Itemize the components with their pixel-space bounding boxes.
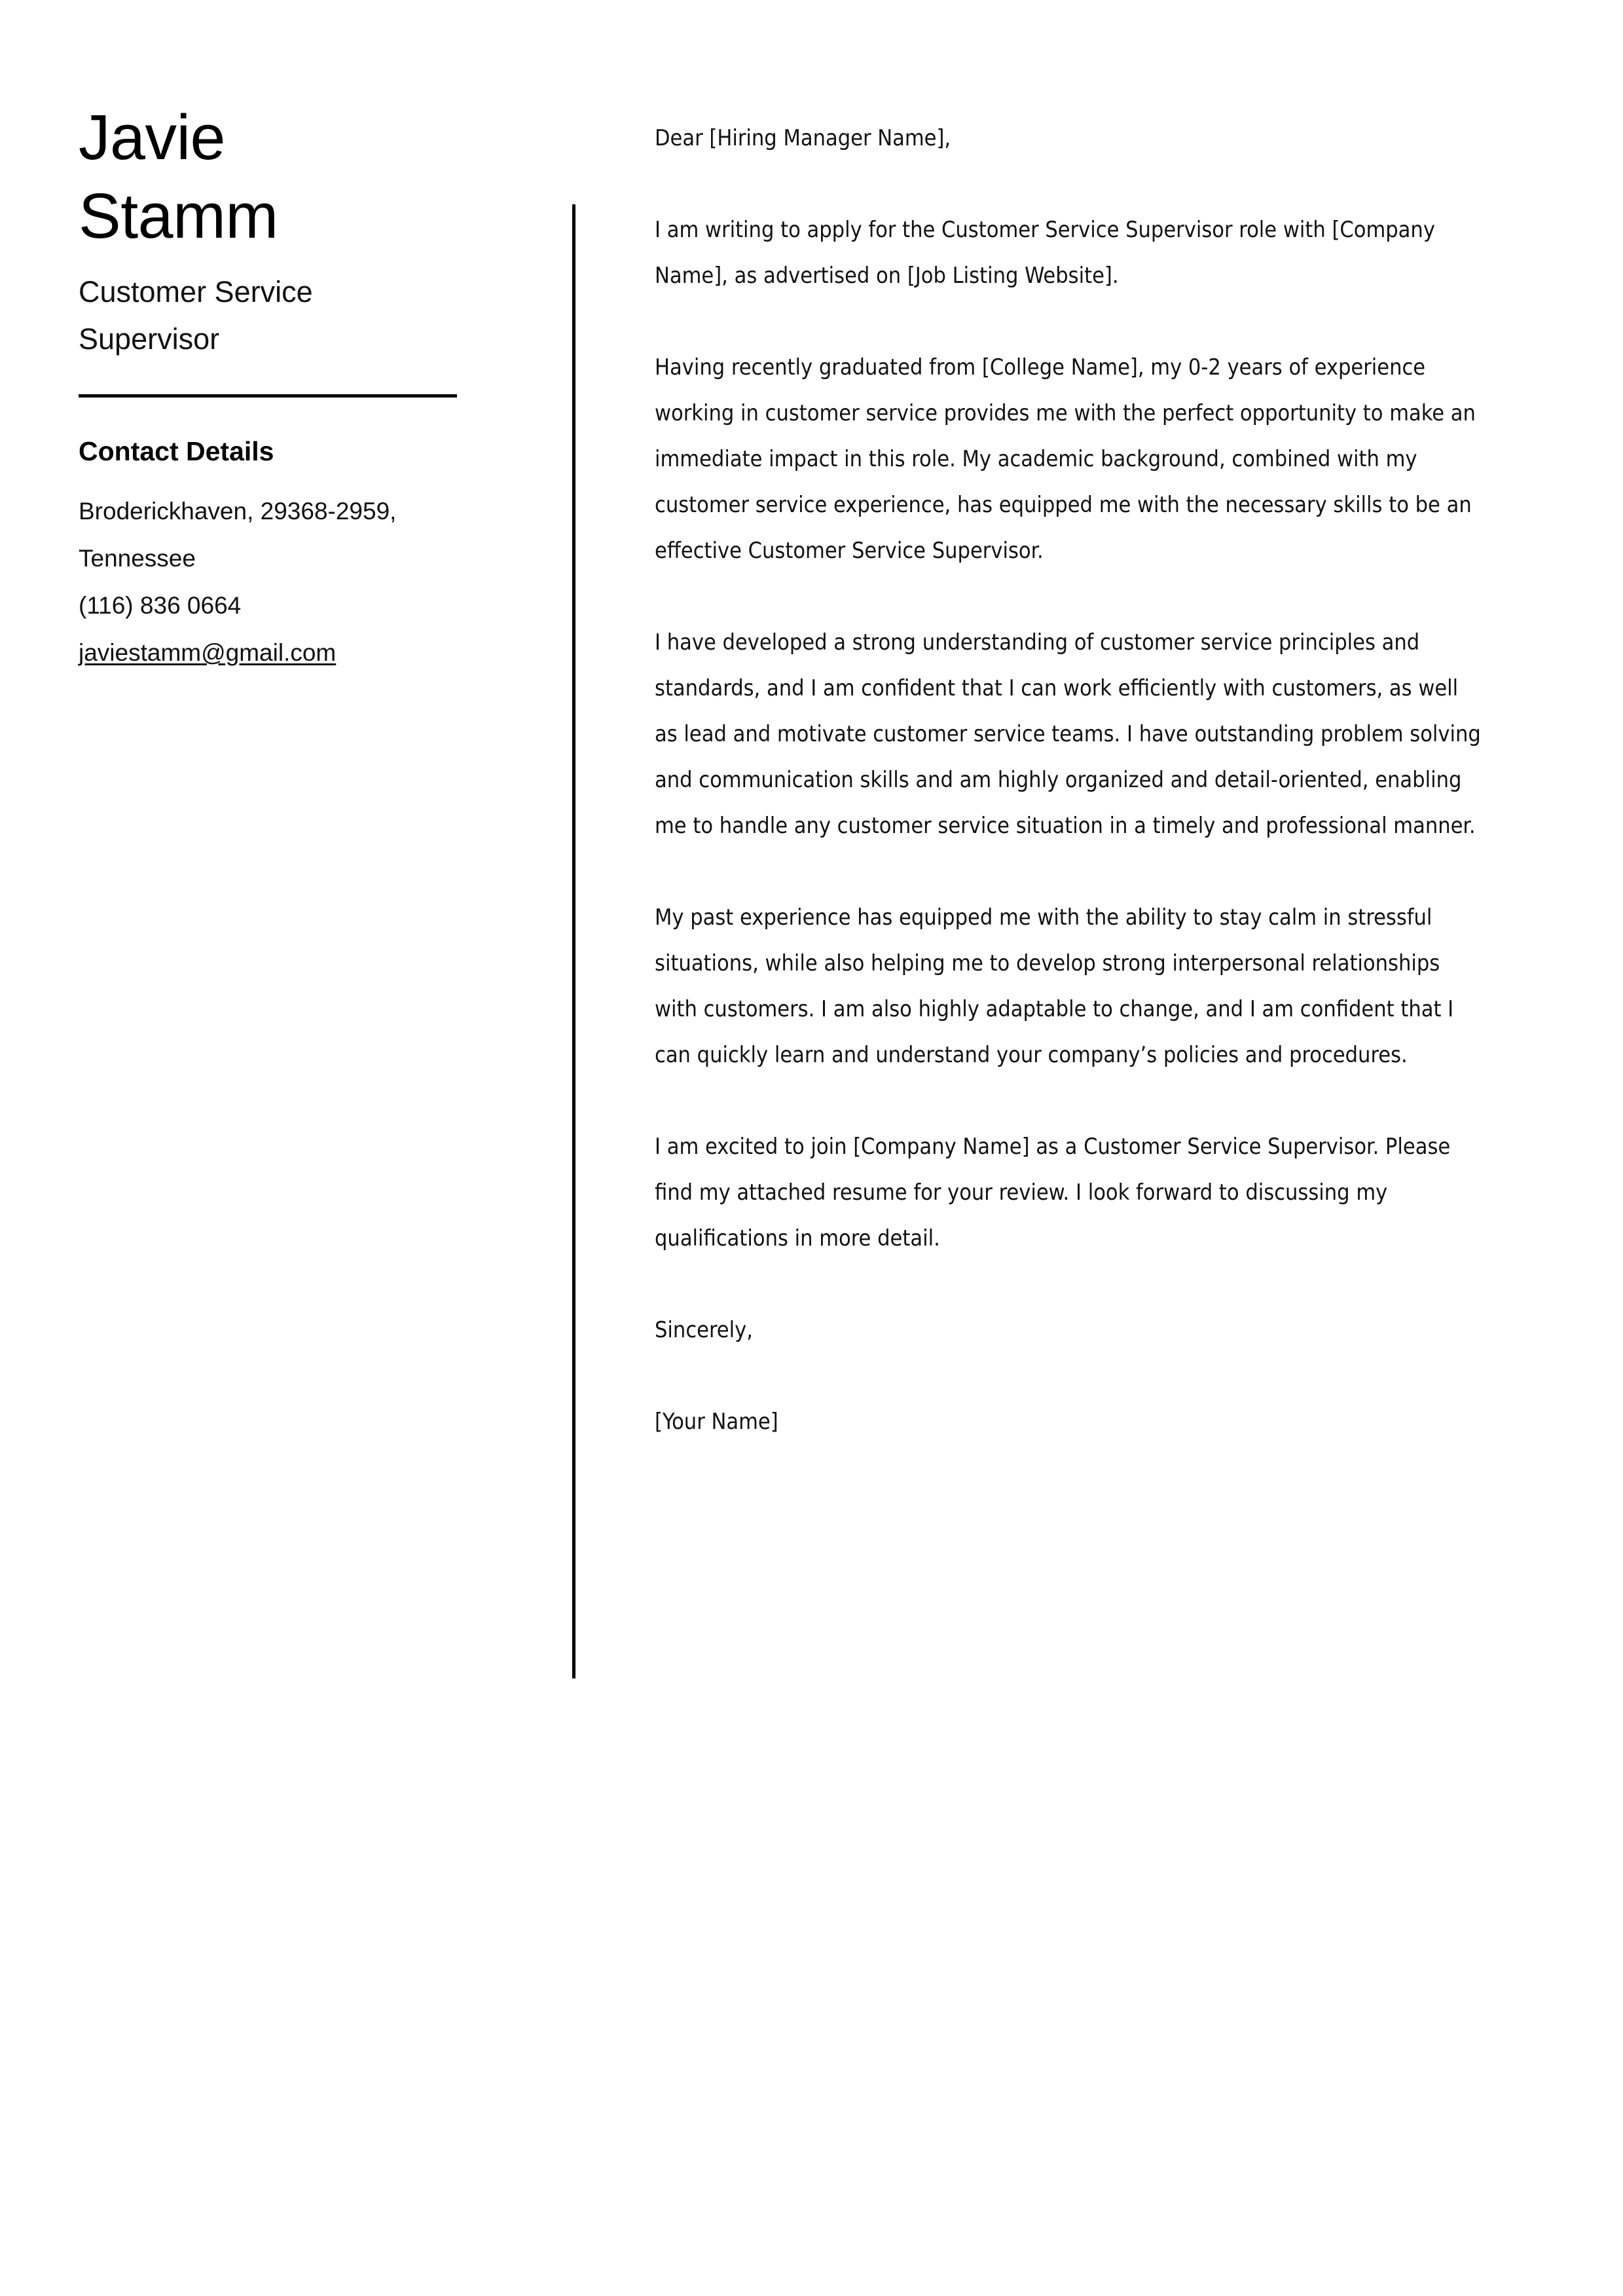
- contact-details-heading: Contact Details: [79, 436, 274, 466]
- contact-email[interactable]: javiestamm@gmail.com: [79, 639, 337, 666]
- letter-closing: Sincerely,: [655, 1317, 753, 1343]
- letter-paragraph: My past experience has equipped me with the ability to stay calm in stressful situations, while also helping me to develop strong interpersonal relationships with customers. I am also highly adaptable to change, and I am confident that I can quickly learn and understand your company’s policies and procedures.: [655, 904, 1454, 1068]
- letter-paragraph: I am excited to join [Company Name] as a Customer Service Supervisor. Please find my attached resume for your review. I look forward to discussing my qualifications in more detail.: [655, 1134, 1451, 1251]
- candidate-name: [79, 98, 498, 255]
- letter-paragraph: I am writing to apply for the Customer Service Supervisor role with [Company Name], as advertised on [Job Listing Website].: [655, 217, 1435, 289]
- letter-salutation: Dear [Hiring Manager Name],: [655, 125, 951, 151]
- vertical-divider: [572, 204, 575, 1678]
- letter-signature: [Your Name]: [655, 1409, 778, 1435]
- candidate-job-title: Customer Service Supervisor: [79, 275, 313, 356]
- sidebar: [79, 0, 498, 676]
- letter-paragraph: Having recently graduated from [College Name], my 0-2 years of experience working in customer service provides me with the perfect opportunity to make an immediate impact in this role. My academic background, combined with my customer service experience, has equipped me with the necessary skills to be an effective Customer Service Supervisor.: [655, 354, 1476, 564]
- letter-paragraph: I have developed a strong understanding of customer service principles and standards, and I am confident that I can work efficiently with customers, as well as lead and motivate customer service teams. I have outstanding problem solving and communication skills and am highly organized and detail-oriented, enabling me to handle any customer service situation in a timely and professional manner.: [655, 629, 1481, 839]
- candidate-last-name: Stamm: [79, 180, 278, 251]
- contact-phone: (116) 836 0664: [79, 592, 242, 619]
- candidate-first-name: Javie: [79, 102, 225, 173]
- contact-details-list: [79, 488, 498, 676]
- letter-body: [655, 115, 1485, 1445]
- contact-address: Broderickhaven, 29368-2959, Tennessee: [79, 498, 397, 572]
- sidebar-divider-rule: [79, 394, 457, 398]
